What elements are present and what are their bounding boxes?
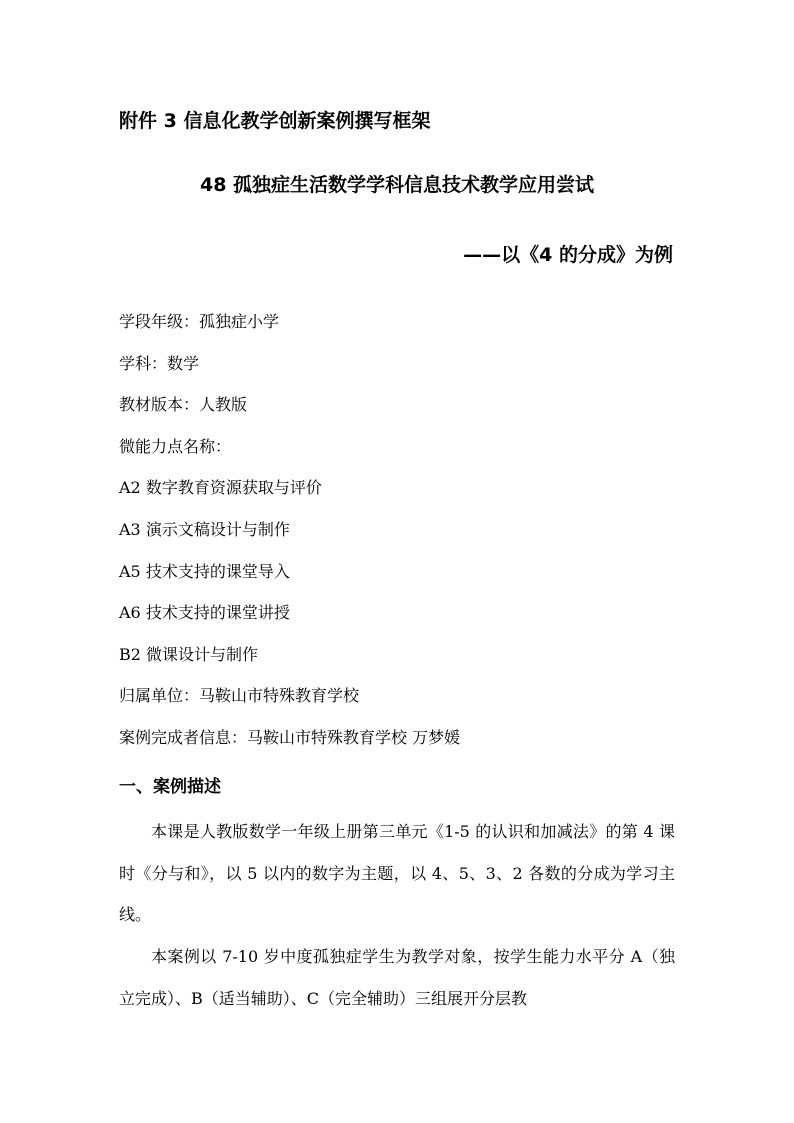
body-paragraph: 本课是人教版数学一年级上册第三单元《1-5 的认识和加减法》的第 4 课时《分与和》，以 5 以内的数字为主题，以 4、5、3、2 各数的分成为学习主线。 [119,822,675,925]
meta-ability-a2: A2 数字教育资源获取与评价 [119,478,322,498]
meta-ability-b2: B2 微课设计与制作 [119,644,259,664]
case-metadata-list [119,301,460,759]
section-heading-case-description: 一、案例描述 [119,777,221,797]
meta-author: 案例完成者信息：马鞍山市特殊教育学校 万梦媛 [119,727,461,747]
meta-ability-a3: A3 演示文稿设计与制作 [119,519,290,539]
meta-ability-a6: A6 技术支持的课堂讲授 [119,603,290,623]
meta-micro-ability-label: 微能力点名称： [119,436,232,456]
case-title: 48 孤独症生活数学学科信息技术教学应用尝试 [199,174,595,196]
attachment-title: 附件 3 信息化教学创新案例撰写框架 [119,110,431,132]
meta-affiliation: 归属单位：马鞍山市特殊教育学校 [119,686,360,706]
meta-subject: 学科：数学 [119,353,200,373]
meta-grade: 学段年级：孤独症小学 [119,312,280,331]
meta-ability-a5: A5 技术支持的课堂导入 [119,561,290,581]
case-subtitle: ——以《4 的分成》为例 [463,244,673,266]
body-paragraph: 本案例以 7-10 岁中度孤独症学生为教学对象，按学生能力水平分 A（独立完成）、B（适当辅助）、C（完全辅助）三组展开分层教 [119,947,675,1008]
meta-textbook-edition: 教材版本：人教版 [119,395,248,415]
